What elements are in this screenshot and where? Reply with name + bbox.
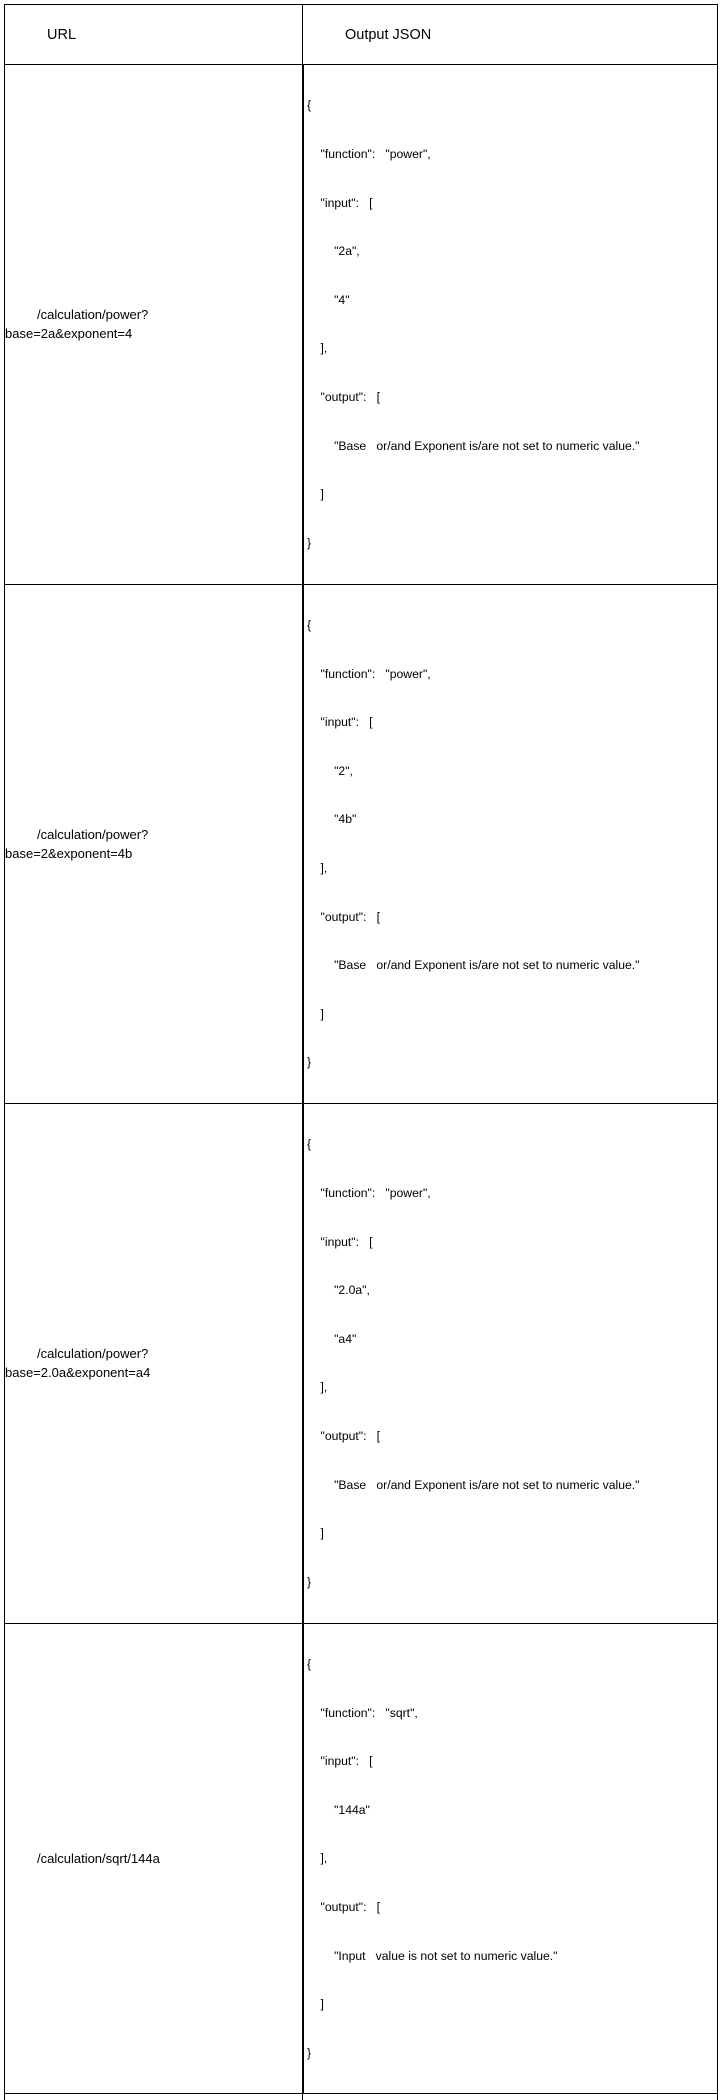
- json-line: "2a",: [307, 244, 360, 259]
- json-line: }: [307, 2045, 312, 2060]
- json-line: ]: [307, 1526, 324, 1541]
- json-line: {: [307, 617, 312, 632]
- url-query: base=2a&exponent=4: [5, 326, 133, 342]
- json-output: [303, 1104, 687, 1623]
- url-text: /calculation/power?: [37, 1346, 149, 1362]
- json-output: [303, 585, 687, 1104]
- json-line: ],: [307, 860, 328, 875]
- json-cell: [303, 65, 718, 585]
- url-cell: [5, 1623, 303, 2094]
- json-line: }: [307, 535, 312, 550]
- json-line: {: [307, 1656, 312, 1671]
- json-line: "input": [: [307, 195, 373, 210]
- url-text: /calculation/power?: [37, 826, 149, 842]
- json-line: "4": [307, 292, 350, 307]
- json-line: "input": [: [307, 715, 373, 730]
- json-line: "output": [: [307, 1429, 381, 1444]
- url-cell: [5, 65, 303, 585]
- json-line: ]: [307, 1997, 324, 2012]
- json-line: "a4": [307, 1331, 357, 1346]
- table-row: [5, 65, 718, 585]
- url-query: base=2&exponent=4b: [5, 845, 133, 861]
- json-cell: [303, 584, 718, 1104]
- url-query: base=2.0a&exponent=a4: [5, 1365, 151, 1381]
- json-output: [303, 65, 687, 584]
- json-line: {: [307, 1137, 312, 1152]
- empty-cell: [5, 2094, 303, 2100]
- json-line: ]: [307, 487, 324, 502]
- table-row: [5, 1104, 718, 1624]
- json-cell: [303, 1623, 718, 2094]
- json-output: [303, 1624, 687, 2094]
- json-line: "4b": [307, 812, 357, 827]
- json-line: "Base or/and Exponent is/are not set to numeric value.": [307, 438, 640, 453]
- table-row: [5, 584, 718, 1104]
- table-row: [5, 1623, 718, 2094]
- json-line: "output": [: [307, 390, 381, 405]
- header-url: URL: [5, 5, 303, 65]
- json-line: ],: [307, 1851, 328, 1866]
- url-cell: [5, 1104, 303, 1624]
- json-line: "2",: [307, 763, 353, 778]
- json-line: "function": "power",: [307, 147, 431, 162]
- json-line: "input": [: [307, 1234, 373, 1249]
- json-line: }: [307, 1574, 312, 1589]
- json-line: "Input value is not set to numeric value.": [307, 1948, 558, 1963]
- json-line: {: [307, 98, 312, 113]
- json-line: ],: [307, 1380, 328, 1395]
- table-row-partial: [5, 2094, 718, 2100]
- json-line: "Base or/and Exponent is/are not set to numeric value.": [307, 958, 640, 973]
- header-output-json: Output JSON: [303, 5, 718, 65]
- json-line: "input": [: [307, 1754, 373, 1769]
- json-line: "output": [: [307, 909, 381, 924]
- json-line: ],: [307, 341, 328, 356]
- json-line: "output": [: [307, 1899, 381, 1914]
- json-cell: [303, 1104, 718, 1624]
- header-row: [5, 5, 718, 65]
- json-line: "function": "sqrt",: [307, 1705, 418, 1720]
- json-line: "function": "power",: [307, 666, 431, 681]
- url-cell: [5, 584, 303, 1104]
- empty-cell: [303, 2094, 718, 2100]
- url-output-table: [4, 4, 718, 2100]
- json-line: "144a": [307, 1802, 370, 1817]
- json-line: ]: [307, 1006, 324, 1021]
- json-line: "Base or/and Exponent is/are not set to numeric value.": [307, 1477, 640, 1492]
- json-line: }: [307, 1055, 312, 1070]
- json-line: "2.0a",: [307, 1283, 370, 1298]
- json-line: "function": "power",: [307, 1186, 431, 1201]
- url-text: /calculation/power?: [37, 307, 149, 323]
- url-text: /calculation/sqrt/144a: [37, 1850, 160, 1866]
